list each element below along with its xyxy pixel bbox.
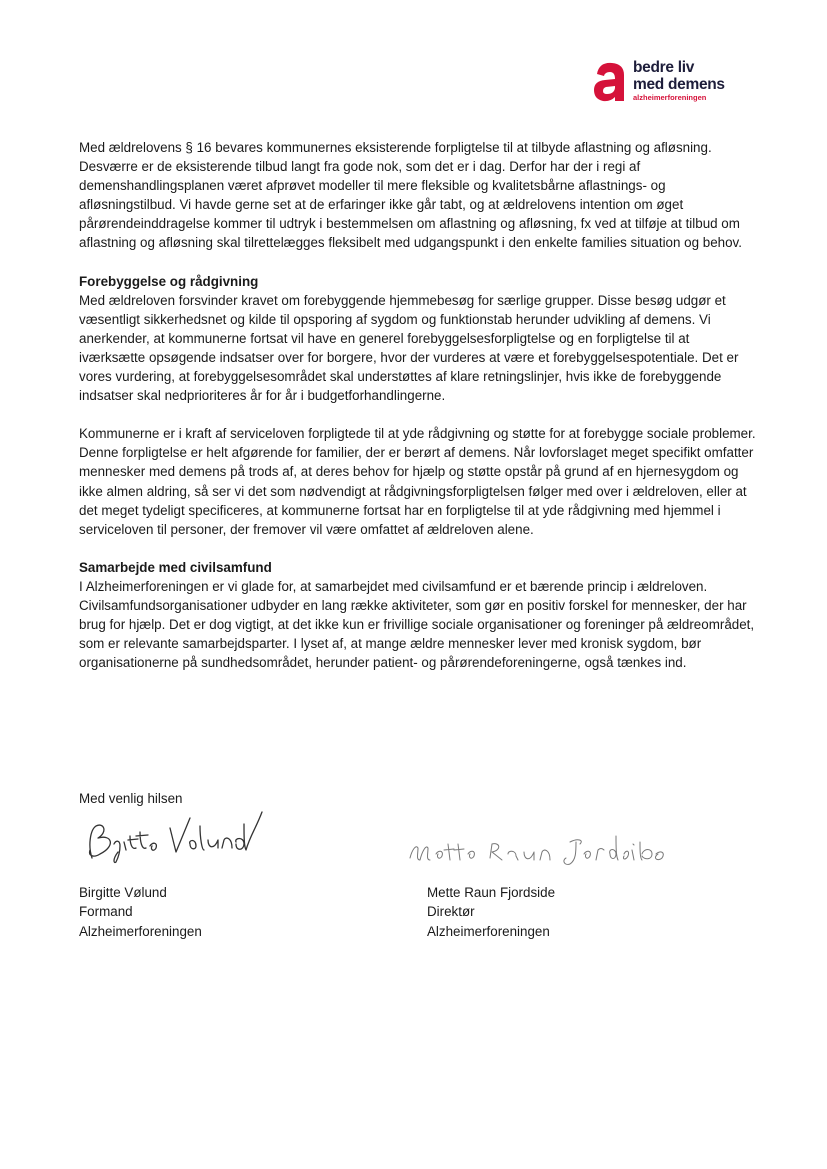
signer-name: Mette Raun Fjordside [427,885,556,900]
signer-org: Alzheimerforeningen [427,923,550,939]
paragraph-forebyggelse: Med ældreloven forsvinder kravet om forebyggende hjemmebesøg for særlige grupper. Disse besøg udgør et væsentligt sikkerhedsnet og kilde til opsporing af sygdom og funktionstab herunder udvikling af demens. Vi anerkender, at kommunerne fortsat vil have en generel forebyggelsesforpligtelse og en forpligtelse til at iværksætte opsøgende indsatser over for borgere, hvor der vurderes at være et forebyggelsespotentiale. Det er vores vurdering, at forebyggelsesområdet skal understøttes af klare retningslinjer, hvis ikke de forebyggende indsatser skal nedprioriteres år for år i budgetforhandlingerne. [79,292,739,404]
signer-block-1 [79,883,202,941]
signature-mette-icon [404,830,669,870]
heading-forebyggelse: Forebyggelse og rådgivning [79,273,259,289]
logo-line-1: bedre liv [633,59,695,76]
closing-greeting: Med venlig hilsen [79,791,183,806]
logo-line-3: alzheimerforeningen [633,93,707,102]
paragraph-aflastning: Med ældrelovens § 16 bevares kommunernes eksisterende forpligtelse til at tilbyde aflastning og afløsning. Desværre er de eksisterende tilbud langt fra gode nok, som det er i dag. Derfor har der i regi af demenshandlingsplanen været afprøvet modeller til mere fleksible og kvalitetsbårne aflastnings- og afløsningstilbud. Vi havde gerne set at de erfaringer ikke går tabt, og at ældrelovens intention om øget pårørendeinddragelse kommer til udtryk i bestemmelsen om aflastning og afløsning, fx ved at tilføje at tilbud om aflastning og afløsning skal tilrettelægges fleksibelt med udgangspunkt i den enkelte families situation og behov. [79,140,742,251]
paragraph-civilsamfund: I Alzheimerforeningen er vi glade for, at samarbejdet med civilsamfund er et bærende princip i ældreloven. Civilsamfundsorganisationer udbyder en lang række aktiviteter, som gør en positiv forskel for mennesker, der har brug for hjælp. Det er dog vigtigt, at det ikke kun er frivillige sociale organisationer og foreninger på ældreområdet, som er relevante samarbejdsparter. I lyset af, at mange ældre mennesker lever med kronisk sygdom, bør organisationerne på sundhedsområdet, herunder patient- og pårørendeforeningerne, også tænkes ind. [79,578,755,671]
brand-logo [593,60,753,104]
heading-civilsamfund: Samarbejde med civilsamfund [79,559,272,575]
signer-block-2 [427,883,555,941]
letter-body [79,138,759,672]
signer-org: Alzheimerforeningen [79,923,202,939]
alzheimer-a-logo-icon [593,60,629,104]
logo-line-2: med demens [633,75,725,93]
signer-title: Direktør [427,904,475,920]
signature-birgitte-icon [78,806,268,866]
signer-title: Formand [79,904,133,920]
paragraph-raadgivning: Kommunerne er i kraft af serviceloven forpligtede til at yde rådgivning og støtte for at forebygge sociale problemer. Denne forpligtelse er helt afgørende for familier, der er berørt af demens. Når lovforslaget meget specifikt omfatter mennesker med demens på trods af, at deres behov for hjælp og støtte opstår på grund af en hjernesygdom og ikke almen aldring, så ser vi det som nødvendigt at rådgivningsforpligtelsen følger med over i ældreloven, eller at det meget tydeligt specificeres, at kommunerne fortsat har en forpligtelse til at yde rådgivning med hjemmel i serviceloven til personer, der fremover vil være omfattet af ældreloven alene. [79,426,756,537]
signer-name: Birgitte Vølund [79,885,167,900]
